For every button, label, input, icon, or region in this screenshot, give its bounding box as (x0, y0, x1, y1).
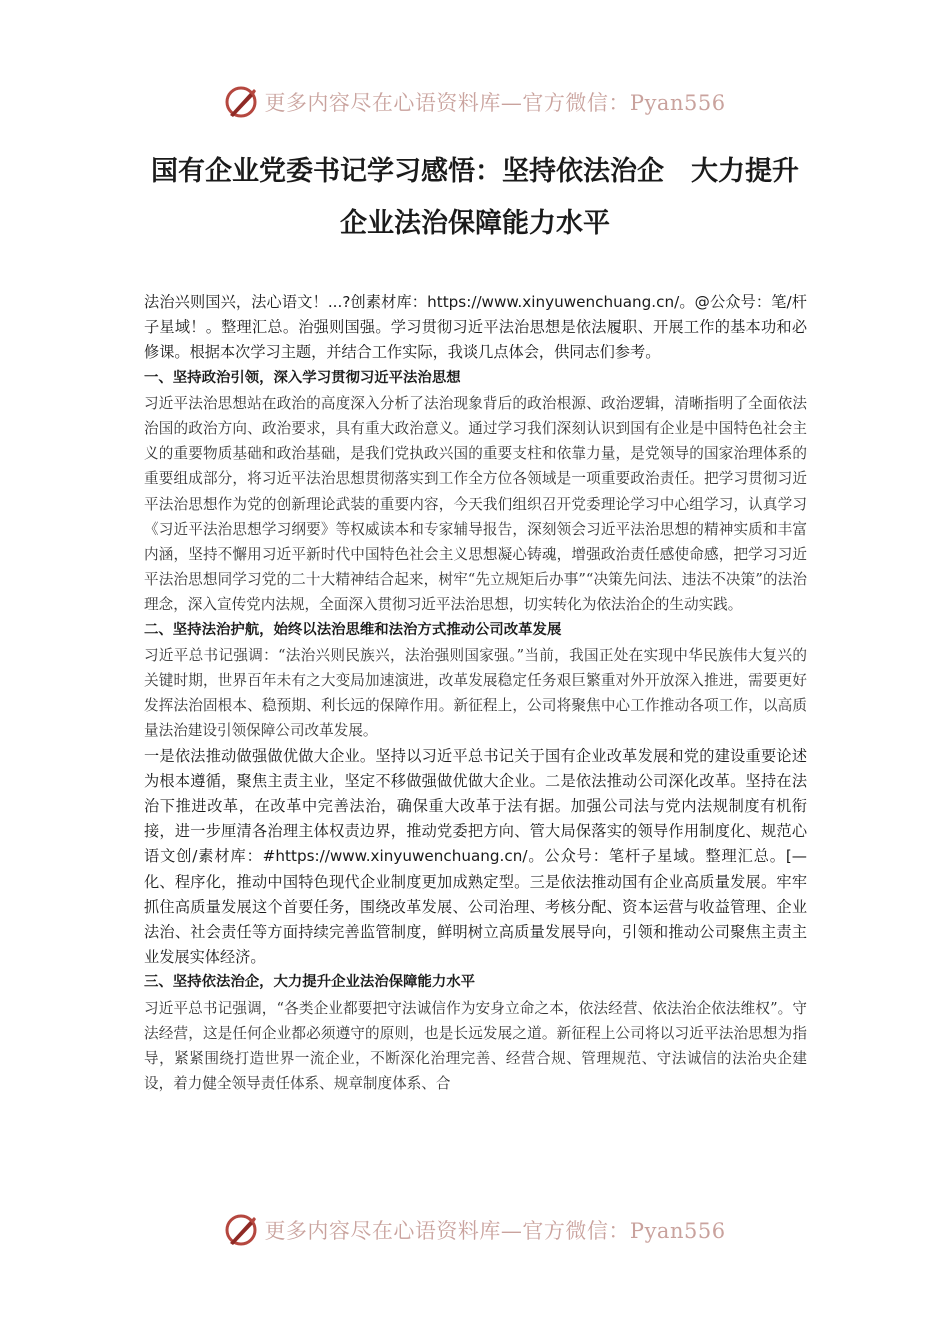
header-banner (0, 82, 950, 122)
section-heading-1: 一、坚持政治引领，深入学习贯彻习近平法治思想 (144, 369, 461, 386)
banner-text: 更多内容尽在心语资料库—官方微信：Pyan556 (264, 1219, 726, 1243)
section-heading-3: 三、坚持依法治企，大力提升企业法治保障能力水平 (144, 974, 475, 991)
section-1-paragraph: 习近平法治思想站在政治的高度深入分析了法治现象背后的政治根源、政治逻辑，清晰指明了全面依法治国的政治方向、政治要求，具有重大政治意义。通过学习我们深刻认识到国有企业是中国特色社会主义的重要物质基础和政治基础，是我们党执政兴国的重要支柱和依靠力量，是党领导的国家治理体系的重要组成部分，将习近平法治思想贯彻落实到工作全方位各领域是一项重要政治责任。把学习贯彻习近平法治思想作为党的创新理论武装的重要内容，今天我们组织召开党委理论学习中心组学习，认真学习《习近平法治思想学习纲要》等权威读本和专家辅导报告，深刻领会习近平法治思想的精神实质和丰富内涵，坚持不懈用习近平新时代中国特色社会主义思想凝心铸魂，增强政治责任感使命感，把学习习近平法治思想同学习党的二十大精神结合起来，树牢“先立规矩后办事”“决策先问法、违法不决策”的法治理念，深入宣传党内法规，全面深入贯彻习近平法治思想，切实转化为依法治企的生动实践。 (144, 394, 807, 614)
section-3-paragraph: 习近平总书记强调，“各类企业都要把守法诚信作为安身立命之本，依法经营、依法治企依法维权”。守法经营，这是任何企业都必须遵守的原则，也是长远发展之道。新征程上公司将以习近平法治思想为指导，紧紧围绕打造世界一流企业，不断深化治理完善、经营合规、管理规范、守法诚信的法治央企建设，着力健全领导责任体系、规章制度体系、合 (144, 999, 807, 1093)
pen-logo-icon (224, 85, 258, 119)
intro-paragraph: 法治兴则国兴，法心语文！...?创素材库：https://www.xinyuwenchuang.cn/。@公众号：笔/杆子星域！。整理汇总。治强则国强。学习贯彻习近平法治思想是依法履职、开展工作的基本功和必修课。根据本次学习主题，并结合工作实际，我谈几点体会，供同志们参考。 (144, 293, 807, 362)
document-title: 国有企业党委书记学习感悟：坚持依法治企 大力提升企业法治保障能力水平 (151, 156, 799, 239)
banner-text: 更多内容尽在心语资料库—官方微信：Pyan556 (264, 91, 726, 115)
section-2-paragraph: 习近平总书记强调：“法治兴则民族兴，法治强则国家强。”当前，我国正处在实现中华民族伟大复兴的关键时期，世界百年未有之大变局加速演进，改革发展稳定任务艰巨繁重对外开放深入推进，需要更好发挥法治固根本、稳预期、利长远的保障作用。新征程上，公司将聚焦中心工作推动各项工作，以高质量法治建设引领保障公司改革发展。 (144, 646, 807, 740)
footer-banner (0, 1210, 950, 1250)
document-body (144, 290, 807, 1097)
section-2-points-paragraph: 一是依法推动做强做优做大企业。坚持以习近平总书记关于国有企业改革发展和党的建设重要论述为根本遵循，聚焦主责主业，坚定不移做强做优做大企业。二是依法推动公司深化改革。坚持在法治下推进改革，在改革中完善法治，确保重大改革于法有据。加强公司法与党内法规制度有机衔接，进一步厘清各治理主体权责边界，推动党委把方向、管大局保落实的领导作用制度化、规范心语文创/素材库：#https://www.xinyuwenchuang.cn/。公众号：笔杆子星域。整理汇总。[—化、程序化，推动中国特色现代企业制度更加成熟定型。三是依法推动国有企业高质量发展。牢牢抓住高质量发展这个首要任务，围绕改革发展、公司治理、考核分配、资本运营与收益管理、企业法治、社会责任等方面持续完善监管制度，鲜明树立高质量发展导向，引领和推动公司聚焦主责主业发展实体经济。 (144, 746, 807, 967)
pen-logo-icon (224, 1213, 258, 1247)
section-heading-2: 二、坚持法治护航，始终以法治思维和法治方式推动公司改革发展 (144, 621, 562, 638)
